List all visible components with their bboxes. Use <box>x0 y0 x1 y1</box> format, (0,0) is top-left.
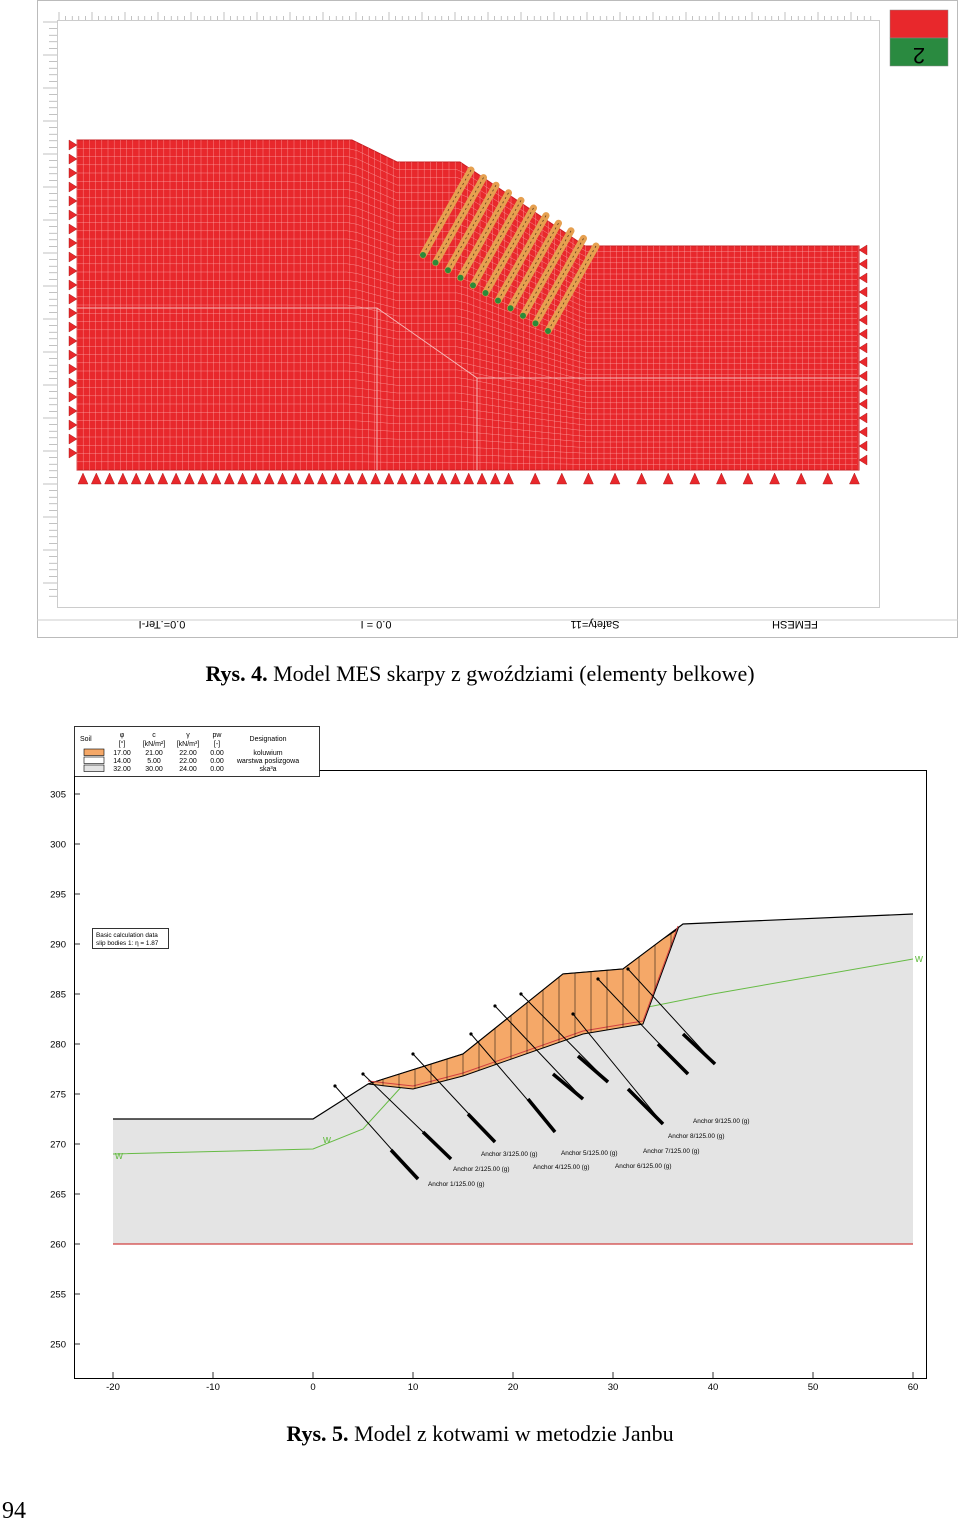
x-tick-label: 30 <box>607 1382 619 1393</box>
y-tick-label: 285 <box>50 989 66 1001</box>
y-tick-label: 300 <box>50 839 66 851</box>
figure-4-caption <box>0 661 960 687</box>
figure-4-caption-text: Model MES skarpy z gwoździami (elementy belkowe) <box>267 661 755 686</box>
soil-table-cell: 21.00 <box>145 750 163 757</box>
soil-swatch <box>84 749 104 756</box>
nail-tip <box>483 290 489 296</box>
legend-top-swatch <box>890 10 948 38</box>
y-tick-label: 255 <box>50 1289 66 1301</box>
anchor-label: Anchor 9/125.00 (g) <box>693 1118 750 1125</box>
y-tick-label: 260 <box>50 1239 66 1251</box>
footer-label-4: FEMESH <box>772 618 818 630</box>
soil-table-cell: 5.00 <box>147 758 161 765</box>
y-tick-label: 295 <box>50 889 66 901</box>
figure-4 <box>37 0 958 638</box>
y-tick-label: 305 <box>50 789 66 801</box>
calc-box-line-2: slip bodies 1: η = 1.87 <box>96 940 159 947</box>
soil-table-header: φ <box>119 732 125 739</box>
soil-table-cell: 17.00 <box>113 750 131 757</box>
figure-5 <box>0 720 960 1410</box>
x-tick-label: 40 <box>707 1382 719 1393</box>
nail-tip <box>433 260 439 266</box>
y-tick-label: 270 <box>50 1139 66 1151</box>
anchor-head <box>626 967 629 970</box>
soil-swatch <box>84 765 104 772</box>
page-number: 94 <box>2 1498 26 1524</box>
janbu-slope-chart <box>0 720 960 1410</box>
water-label: w <box>915 953 923 965</box>
anchor-label: Anchor 6/125.00 (g) <box>615 1163 672 1170</box>
x-tick-label: 20 <box>507 1382 519 1393</box>
anchor-label: Anchor 3/125.00 (g) <box>481 1151 538 1158</box>
anchor-head <box>469 1032 472 1035</box>
y-tick-label: 275 <box>50 1089 66 1101</box>
soil-table-cell: 0.00 <box>210 750 224 757</box>
soil-table-cell: 22.00 <box>179 758 197 765</box>
soil-table-header: Soil <box>80 736 92 743</box>
soil-swatch <box>84 757 104 764</box>
anchor-head <box>571 1012 574 1015</box>
nail-tip <box>420 252 426 258</box>
x-tick-label: -20 <box>106 1382 120 1393</box>
soil-table-header: c <box>152 732 156 739</box>
footer-label-2: 0.0 = I <box>360 618 392 630</box>
soil-table-name: koluwium <box>253 750 283 757</box>
water-label: w <box>115 1150 123 1162</box>
y-tick-label: 290 <box>50 939 66 951</box>
anchor-label: Anchor 8/125.00 (g) <box>668 1133 725 1140</box>
calc-box-line-1: Basic calculation data <box>96 932 158 939</box>
nail-tip <box>545 328 551 334</box>
nail-tip <box>533 320 539 326</box>
soil-table-frame <box>75 727 320 777</box>
nail-tip <box>508 305 514 311</box>
anchor-head <box>493 1004 496 1007</box>
figure-4-caption-num: Rys. 4. <box>205 661 268 686</box>
y-tick-label: 250 <box>50 1339 66 1351</box>
anchor-head <box>361 1072 364 1075</box>
nail-tip <box>445 267 451 273</box>
soil-table-unit: [kN/m²] <box>142 741 166 748</box>
figure-5-caption <box>0 1421 960 1447</box>
legend-glyph: 2 <box>912 43 926 68</box>
anchor-head <box>411 1052 414 1055</box>
x-tick-label: 50 <box>807 1382 819 1393</box>
soil-table-cell: 24.00 <box>179 766 197 773</box>
anchor-label: Anchor 5/125.00 (g) <box>561 1150 618 1157</box>
soil-table-cell: 22.00 <box>179 750 197 757</box>
x-tick-label: 10 <box>407 1382 419 1393</box>
anchor-head <box>596 977 599 980</box>
anchor-head <box>519 992 522 995</box>
footer-label-3: Safety=11 <box>570 618 620 630</box>
soil-table-unit: [kN/m³] <box>176 741 200 748</box>
nail-tip <box>470 282 476 288</box>
soil-table-unit: [°] <box>118 741 126 748</box>
soil-table-name: ska³a <box>259 766 277 773</box>
soil-table-cell: 30.00 <box>145 766 163 773</box>
anchor-label: Anchor 2/125.00 (g) <box>453 1166 510 1173</box>
calc-box <box>93 929 169 949</box>
water-label: w <box>323 1134 331 1146</box>
figure-5-caption-text: Model z kotwami w metodzie Janbu <box>348 1421 674 1446</box>
x-tick-label: 0 <box>310 1382 316 1393</box>
nail-tip <box>520 313 526 319</box>
soil-table-name: warstwa poslizgowa <box>236 758 300 765</box>
x-tick-label: -10 <box>206 1382 220 1393</box>
footer-label-1: 0.0=.Ter-I <box>138 618 186 630</box>
anchor-label: Anchor 4/125.00 (g) <box>533 1164 590 1171</box>
nail-tip <box>495 298 501 304</box>
anchor-head <box>333 1084 336 1087</box>
y-tick-label: 265 <box>50 1189 66 1201</box>
soil-table-cell: 14.00 <box>113 758 131 765</box>
soil-table-header: pw <box>212 732 222 739</box>
anchor-label: Anchor 7/125.00 (g) <box>643 1148 700 1155</box>
anchor-label: Anchor 1/125.00 (g) <box>428 1181 485 1188</box>
x-tick-label: 60 <box>907 1382 919 1393</box>
soil-table-cell: 32.00 <box>113 766 131 773</box>
soil-table-cell: 0.00 <box>210 758 224 765</box>
soil-table-cell: 0.00 <box>210 766 224 773</box>
soil-table-header: γ <box>186 732 190 739</box>
nail-tip <box>458 275 464 281</box>
soil-table-unit: [-] <box>213 741 221 748</box>
soil-table-header: Designation <box>249 736 287 743</box>
soil-table <box>75 727 320 777</box>
fem-mesh-figure <box>37 0 958 638</box>
y-tick-label: 280 <box>50 1039 66 1051</box>
figure-5-caption-num: Rys. 5. <box>286 1421 349 1446</box>
